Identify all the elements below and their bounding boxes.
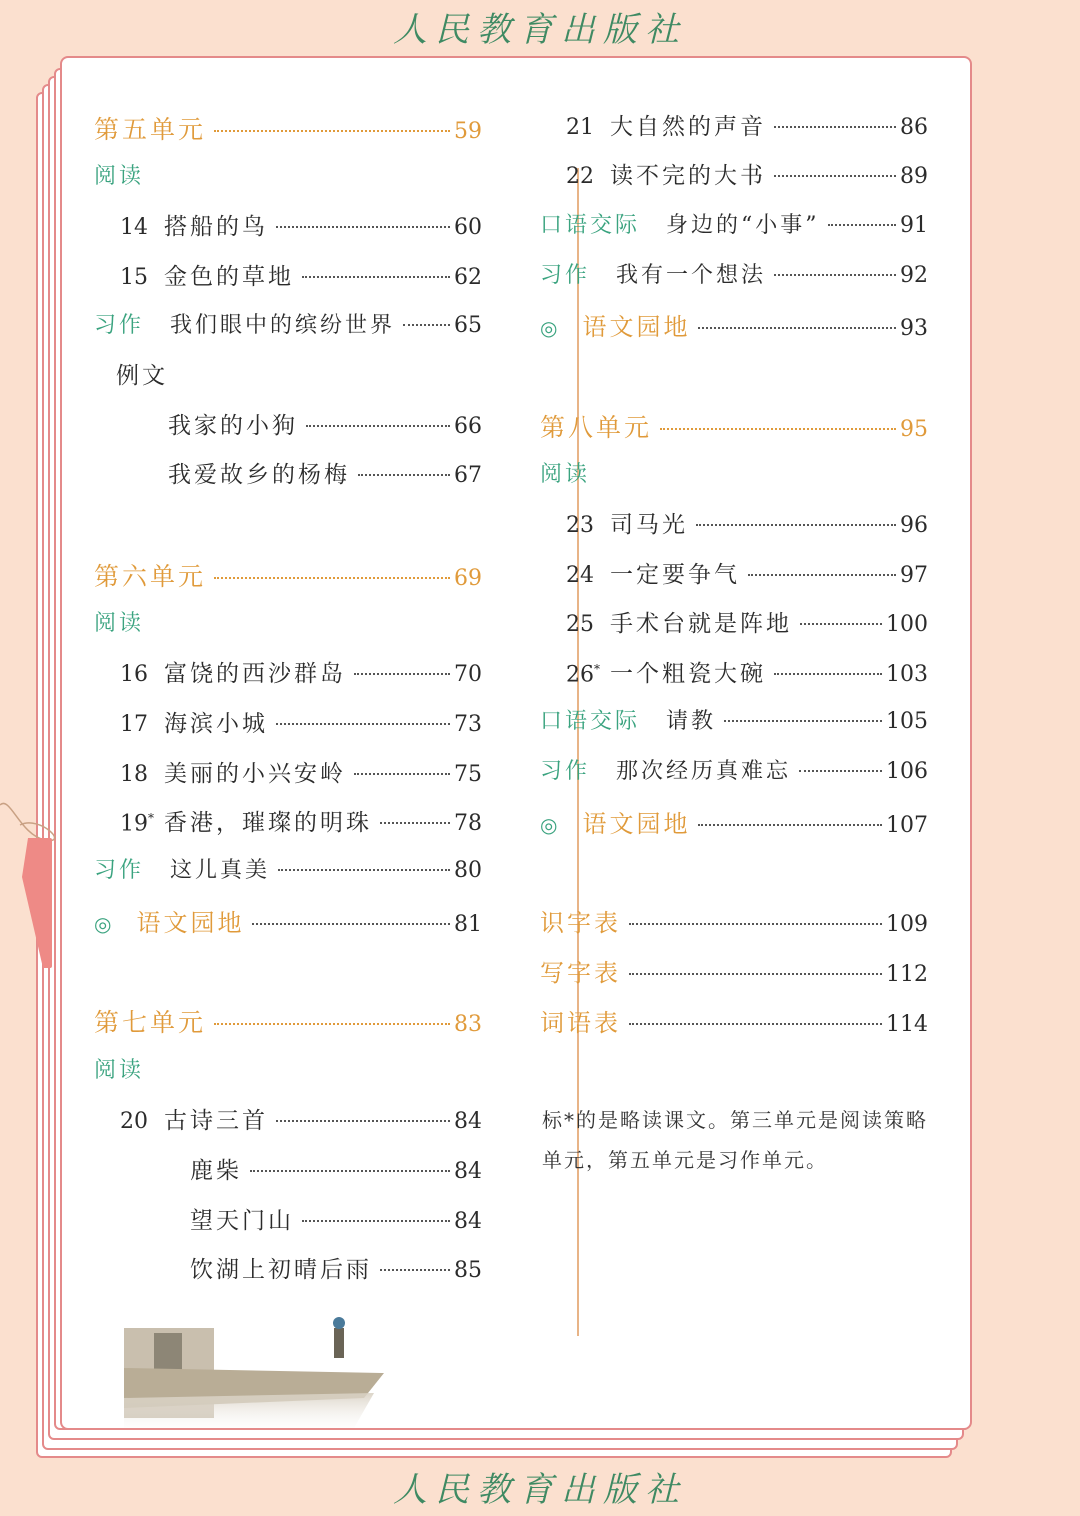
publisher-header: 人民教育出版社 bbox=[393, 10, 687, 50]
dot-leader bbox=[828, 224, 896, 226]
page-number: 85 bbox=[454, 1258, 482, 1283]
lesson-number bbox=[566, 164, 610, 189]
dot-leader bbox=[214, 1023, 450, 1025]
publisher-footer: 人民教育出版社 bbox=[393, 1470, 687, 1510]
page-number: 84 bbox=[454, 1209, 482, 1234]
toc-lesson-entry[interactable] bbox=[120, 655, 482, 689]
page-number: 84 bbox=[454, 1159, 482, 1184]
page-number: 107 bbox=[886, 813, 928, 838]
dot-leader bbox=[696, 524, 896, 526]
page-number: 73 bbox=[454, 712, 482, 737]
lesson-number-text: 18 bbox=[120, 762, 148, 787]
activity-tag: 习作 bbox=[540, 759, 591, 784]
page-number: 109 bbox=[886, 912, 928, 937]
unit-title: 第八单元 bbox=[540, 413, 653, 442]
dot-leader bbox=[748, 574, 896, 576]
dot-leader bbox=[629, 923, 882, 925]
toc-lesson-entry[interactable] bbox=[566, 655, 928, 689]
toc-section-label bbox=[94, 1053, 482, 1087]
toc-example-entry[interactable] bbox=[168, 456, 482, 490]
lesson-title: 司马光 bbox=[610, 512, 688, 538]
toc-lesson-entry[interactable] bbox=[566, 605, 928, 639]
lesson-title: 海滨小城 bbox=[164, 711, 268, 737]
toc-lesson-entry[interactable] bbox=[566, 157, 928, 191]
toc-section-label bbox=[94, 159, 482, 193]
page-number: 93 bbox=[900, 316, 928, 341]
toc-unit-heading[interactable] bbox=[94, 110, 482, 144]
lesson-number-text: 14 bbox=[120, 215, 148, 240]
toc-lesson-entry[interactable] bbox=[120, 804, 482, 838]
lesson-title: 读不完的大书 bbox=[610, 163, 766, 189]
page-number: 91 bbox=[900, 213, 928, 238]
toc-appendix-entry[interactable] bbox=[540, 953, 928, 987]
lesson-number-text: 16 bbox=[120, 662, 148, 687]
dot-leader bbox=[698, 327, 896, 329]
lesson-title: 美丽的小兴安岭 bbox=[164, 761, 346, 787]
dot-leader bbox=[276, 1120, 450, 1122]
lesson-number-text: 26 bbox=[566, 662, 594, 687]
page-number: 95 bbox=[900, 417, 928, 442]
unit-title: 第七单元 bbox=[94, 1008, 207, 1037]
double-circle-icon: ◎ bbox=[540, 316, 561, 340]
appendix-title: 写字表 bbox=[540, 959, 621, 987]
unit-title: 第六单元 bbox=[94, 562, 207, 591]
toc-activity-entry[interactable] bbox=[94, 853, 482, 887]
dot-leader bbox=[799, 770, 882, 772]
lesson-number-text: 21 bbox=[566, 115, 594, 140]
lesson-title: 一定要争气 bbox=[610, 562, 740, 588]
page-number: 86 bbox=[900, 115, 928, 140]
dot-leader bbox=[698, 824, 882, 826]
dot-leader bbox=[302, 1220, 450, 1222]
toc-example-entry[interactable] bbox=[168, 407, 482, 441]
section-label: 阅读 bbox=[94, 611, 145, 636]
lesson-number bbox=[120, 215, 164, 240]
toc-lesson-entry[interactable] bbox=[566, 556, 928, 590]
dot-leader bbox=[403, 324, 450, 326]
toc-unit-heading[interactable] bbox=[94, 557, 482, 591]
skim-read-mark: * bbox=[148, 810, 154, 825]
activity-tag: 习作 bbox=[540, 263, 591, 288]
unit-title: 第五单元 bbox=[94, 115, 207, 144]
lesson-title: 金色的草地 bbox=[164, 264, 294, 290]
activity-title: 我们眼中的缤纷世界 bbox=[170, 313, 396, 338]
lesson-number bbox=[566, 115, 610, 140]
dot-leader bbox=[252, 923, 450, 925]
page-number: 69 bbox=[454, 566, 482, 591]
dot-leader bbox=[724, 720, 882, 722]
garden-title: 语文园地 bbox=[582, 810, 691, 838]
lesson-number-text: 20 bbox=[120, 1109, 148, 1134]
toc-chinese-garden-entry[interactable] bbox=[540, 804, 928, 838]
section-label: 阅读 bbox=[94, 164, 145, 189]
activity-title: 身边的“小事” bbox=[666, 213, 820, 238]
lesson-number-text: 19 bbox=[120, 811, 148, 836]
page-number: 105 bbox=[886, 709, 928, 734]
activity-title: 那次经历真难忘 bbox=[616, 759, 792, 784]
lesson-number-text: 25 bbox=[566, 612, 594, 637]
activity-tag: 习作 bbox=[94, 858, 145, 883]
toc-lesson-entry[interactable] bbox=[566, 506, 928, 540]
page-number: 59 bbox=[454, 119, 482, 144]
lesson-title: 香港，璀璨的明珠 bbox=[164, 810, 372, 836]
dot-leader bbox=[306, 425, 450, 427]
toc-activity-entry[interactable] bbox=[94, 308, 482, 342]
activity-tag: 习作 bbox=[94, 313, 145, 338]
page-number: 84 bbox=[454, 1109, 482, 1134]
page-number: 66 bbox=[454, 414, 482, 439]
dot-leader bbox=[380, 1269, 450, 1271]
appendix-title: 词语表 bbox=[540, 1009, 621, 1037]
page-number: 112 bbox=[886, 962, 928, 987]
page-number: 100 bbox=[886, 612, 928, 637]
activity-title: 我有一个想法 bbox=[616, 263, 767, 288]
lesson-number bbox=[120, 811, 164, 836]
lesson-number bbox=[120, 762, 164, 787]
dot-leader bbox=[629, 973, 882, 975]
lesson-number bbox=[120, 1109, 164, 1134]
toc-lesson-entry[interactable] bbox=[120, 1102, 482, 1136]
lesson-number bbox=[566, 563, 610, 588]
activity-tag: 口语交际 bbox=[540, 213, 641, 238]
example-title: 我家的小狗 bbox=[168, 413, 298, 439]
activity-title: 请教 bbox=[666, 709, 717, 734]
page-number: 81 bbox=[454, 912, 482, 937]
toc-lesson-entry[interactable] bbox=[120, 705, 482, 739]
toc-activity-entry[interactable] bbox=[540, 208, 928, 242]
toc-appendix-entry[interactable] bbox=[540, 1003, 928, 1037]
dot-leader bbox=[302, 276, 450, 278]
page-number: 114 bbox=[886, 1012, 928, 1037]
poem-title: 饮湖上初晴后雨 bbox=[190, 1257, 372, 1283]
section-label: 阅读 bbox=[94, 1058, 145, 1083]
dot-leader bbox=[276, 226, 450, 228]
dot-leader bbox=[774, 673, 882, 675]
lesson-number-text: 23 bbox=[566, 513, 594, 538]
garden-title: 语文园地 bbox=[582, 313, 691, 341]
toc-poem-entry[interactable] bbox=[190, 1152, 482, 1186]
page-number: 83 bbox=[454, 1012, 482, 1037]
lesson-number-text: 22 bbox=[566, 164, 594, 189]
appendix-title: 识字表 bbox=[540, 909, 621, 937]
boat-illustration-icon bbox=[124, 1288, 394, 1430]
page-number: 78 bbox=[454, 811, 482, 836]
dot-leader bbox=[358, 474, 450, 476]
activity-tag: 口语交际 bbox=[540, 709, 641, 734]
toc-lesson-entry[interactable] bbox=[120, 208, 482, 242]
dot-leader bbox=[380, 822, 450, 824]
lesson-number bbox=[566, 513, 610, 538]
toc-poem-entry[interactable] bbox=[190, 1251, 482, 1285]
page-number: 60 bbox=[454, 215, 482, 240]
toc-example-label bbox=[116, 357, 482, 391]
page-number: 103 bbox=[886, 662, 928, 687]
toc-appendix-entry[interactable] bbox=[540, 903, 928, 937]
dot-leader bbox=[214, 577, 450, 579]
toc-section-label bbox=[540, 457, 928, 491]
toc-activity-entry[interactable] bbox=[540, 704, 928, 738]
lesson-number bbox=[120, 712, 164, 737]
lesson-number bbox=[566, 662, 610, 687]
dot-leader bbox=[660, 428, 896, 430]
dot-leader bbox=[278, 869, 450, 871]
lesson-number bbox=[120, 662, 164, 687]
dot-leader bbox=[354, 773, 450, 775]
lesson-number-text: 17 bbox=[120, 712, 148, 737]
toc-section-label bbox=[94, 606, 482, 640]
toc-lesson-entry[interactable] bbox=[120, 755, 482, 789]
toc-activity-entry[interactable] bbox=[540, 258, 928, 292]
lesson-number bbox=[566, 612, 610, 637]
page-number: 97 bbox=[900, 563, 928, 588]
poem-title: 鹿柴 bbox=[190, 1158, 242, 1184]
lesson-title: 大自然的声音 bbox=[610, 114, 766, 140]
lesson-title: 一个粗瓷大碗 bbox=[610, 661, 766, 687]
page-number: 62 bbox=[454, 265, 482, 290]
lesson-number bbox=[120, 265, 164, 290]
page-number: 65 bbox=[454, 313, 482, 338]
dot-leader bbox=[214, 130, 450, 132]
page-number: 89 bbox=[900, 164, 928, 189]
page-number: 70 bbox=[454, 662, 482, 687]
toc-poem-entry[interactable] bbox=[190, 1202, 482, 1236]
toc-page bbox=[60, 56, 972, 1430]
toc-chinese-garden-entry[interactable] bbox=[540, 307, 928, 341]
dot-leader bbox=[774, 126, 896, 128]
example-title: 我爱故乡的杨梅 bbox=[168, 462, 350, 488]
activity-title: 这儿真美 bbox=[170, 858, 271, 883]
dot-leader bbox=[250, 1170, 450, 1172]
dot-leader bbox=[276, 723, 450, 725]
page-number: 75 bbox=[454, 762, 482, 787]
lesson-number-text: 24 bbox=[566, 563, 594, 588]
double-circle-icon: ◎ bbox=[94, 912, 115, 936]
page-number: 80 bbox=[454, 858, 482, 883]
toc-unit-heading[interactable] bbox=[540, 408, 928, 442]
garden-title: 语文园地 bbox=[136, 909, 245, 937]
skim-read-mark: * bbox=[594, 661, 600, 676]
example-label: 例文 bbox=[116, 363, 168, 389]
dot-leader bbox=[774, 175, 896, 177]
lesson-number-text: 15 bbox=[120, 265, 148, 290]
toc-lesson-entry[interactable] bbox=[120, 258, 482, 292]
toc-chinese-garden-entry[interactable] bbox=[94, 903, 482, 937]
double-circle-icon: ◎ bbox=[540, 813, 561, 837]
footnote: 标*的是略读课文。第三单元是阅读策略单元，第五单元是习作单元。 bbox=[542, 1108, 928, 1172]
toc-activity-entry[interactable] bbox=[540, 754, 928, 788]
lesson-title: 搭船的鸟 bbox=[164, 214, 268, 240]
section-label: 阅读 bbox=[540, 462, 591, 487]
page-number: 106 bbox=[886, 759, 928, 784]
lesson-title: 古诗三首 bbox=[164, 1108, 268, 1134]
dot-leader bbox=[800, 623, 882, 625]
lesson-title: 手术台就是阵地 bbox=[610, 611, 792, 637]
page-number: 92 bbox=[900, 263, 928, 288]
poem-title: 望天门山 bbox=[190, 1208, 294, 1234]
page-number: 67 bbox=[454, 463, 482, 488]
lesson-title: 富饶的西沙群岛 bbox=[164, 661, 346, 687]
dot-leader bbox=[629, 1023, 882, 1025]
dot-leader bbox=[774, 274, 896, 276]
dot-leader bbox=[354, 673, 450, 675]
toc-unit-heading[interactable] bbox=[94, 1003, 482, 1037]
toc-lesson-entry[interactable] bbox=[566, 108, 928, 142]
page-number: 96 bbox=[900, 513, 928, 538]
